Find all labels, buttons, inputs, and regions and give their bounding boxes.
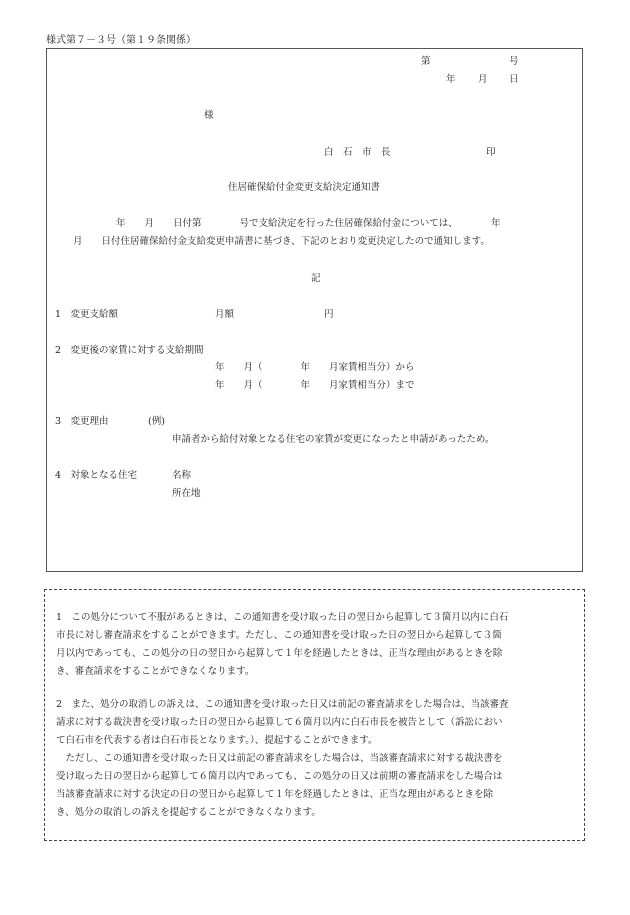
- date-year: 年: [446, 74, 456, 85]
- item3-example: (例): [148, 416, 165, 427]
- item4-label: 4 対象となる住宅: [55, 470, 138, 481]
- seal-mark: 印: [486, 147, 496, 158]
- recipient-suffix: 様: [204, 110, 214, 121]
- notice-paragraph-2: [56, 696, 509, 822]
- ki-heading: 記: [311, 273, 321, 284]
- date-month: 月: [478, 74, 488, 85]
- notice-line: き、審査請求をすることができなくなります。: [56, 666, 255, 677]
- item2-to: 年 月（ 年 月家賃相当分）まで: [215, 380, 415, 391]
- notice-line: き、処分の取消しの訴えを提起することができなくなります。: [56, 807, 321, 818]
- form-number: 様式第７－３号（第１９条関係）: [46, 35, 196, 46]
- notice-line: 1 この処分について不服があるときは、この通知書を受け取った日の翌日から起算して３箇月以内に白石: [56, 612, 509, 623]
- notice-line: 受け取った日の翌日から起算して６箇月以内であっても、この処分の日又は前期の審査請求をした場合は: [56, 771, 503, 782]
- notice-line: ただし、この通知書を受け取った日又は前記の審査請求をした場合は、当該審査請求に対する裁決書を: [56, 753, 503, 764]
- number-label-dai: 第: [421, 56, 431, 67]
- intro-line-2: 月 日付住居確保給付金支給変更申請書に基づき、下記のとおり変更決定したので通知します。: [73, 236, 490, 247]
- notice-line: 当該審査請求に対する決定の日の翌日から起算して１年を経過したときは、正当な理由があるときを除: [56, 789, 494, 800]
- item2-label: 2 変更後の家賃に対する支給期間: [55, 345, 204, 356]
- item4-address: 所在地: [172, 488, 201, 499]
- notice-line: 2 また、処分の取消しの訴えは、この通知書を受け取った日又は前記の審査請求をした場合は、当該審査: [56, 699, 509, 710]
- issuer-name: 白 石 市 長: [324, 147, 391, 158]
- document-title: 住居確保給付金変更支給決定通知書: [228, 182, 381, 193]
- notice-line: 月以内であっても、この処分の日の翌日から起算して１年を経過したときは、正当な理由があるときを除: [56, 648, 503, 659]
- item2-from: 年 月（ 年 月家賃相当分）から: [215, 362, 415, 373]
- item3-text: 申請者から給付対象となる住宅の家賃が変更になったと申請があったため。: [172, 434, 495, 445]
- item1-monthly: 月額: [215, 309, 235, 320]
- date-day: 日: [509, 74, 519, 85]
- notice-line: 市長に対し審査請求をすることができます。ただし、この通知書を受け取った日の翌日から起算して３箇: [56, 630, 502, 641]
- item4-name: 名称: [172, 470, 192, 481]
- intro-line-1: 年 月 日付第 号で支給決定を行った住居確保給付金については、 年: [116, 218, 501, 229]
- number-label-go: 号: [509, 56, 519, 67]
- notice-line: 請求に対する裁決書を受け取った日の翌日から起算して６箇月以内に白石市長を被告として（訴訟におい: [56, 717, 503, 728]
- item3-label: 3 変更理由: [55, 416, 109, 427]
- notice-paragraph-1: [56, 609, 508, 681]
- item1-label: 1 変更支給額: [55, 309, 119, 320]
- notice-line: て白石市を代表する者は白石市長となります。）、提起することができます。: [56, 735, 378, 746]
- item1-yen: 円: [324, 309, 334, 320]
- notification-form-box: [46, 48, 583, 572]
